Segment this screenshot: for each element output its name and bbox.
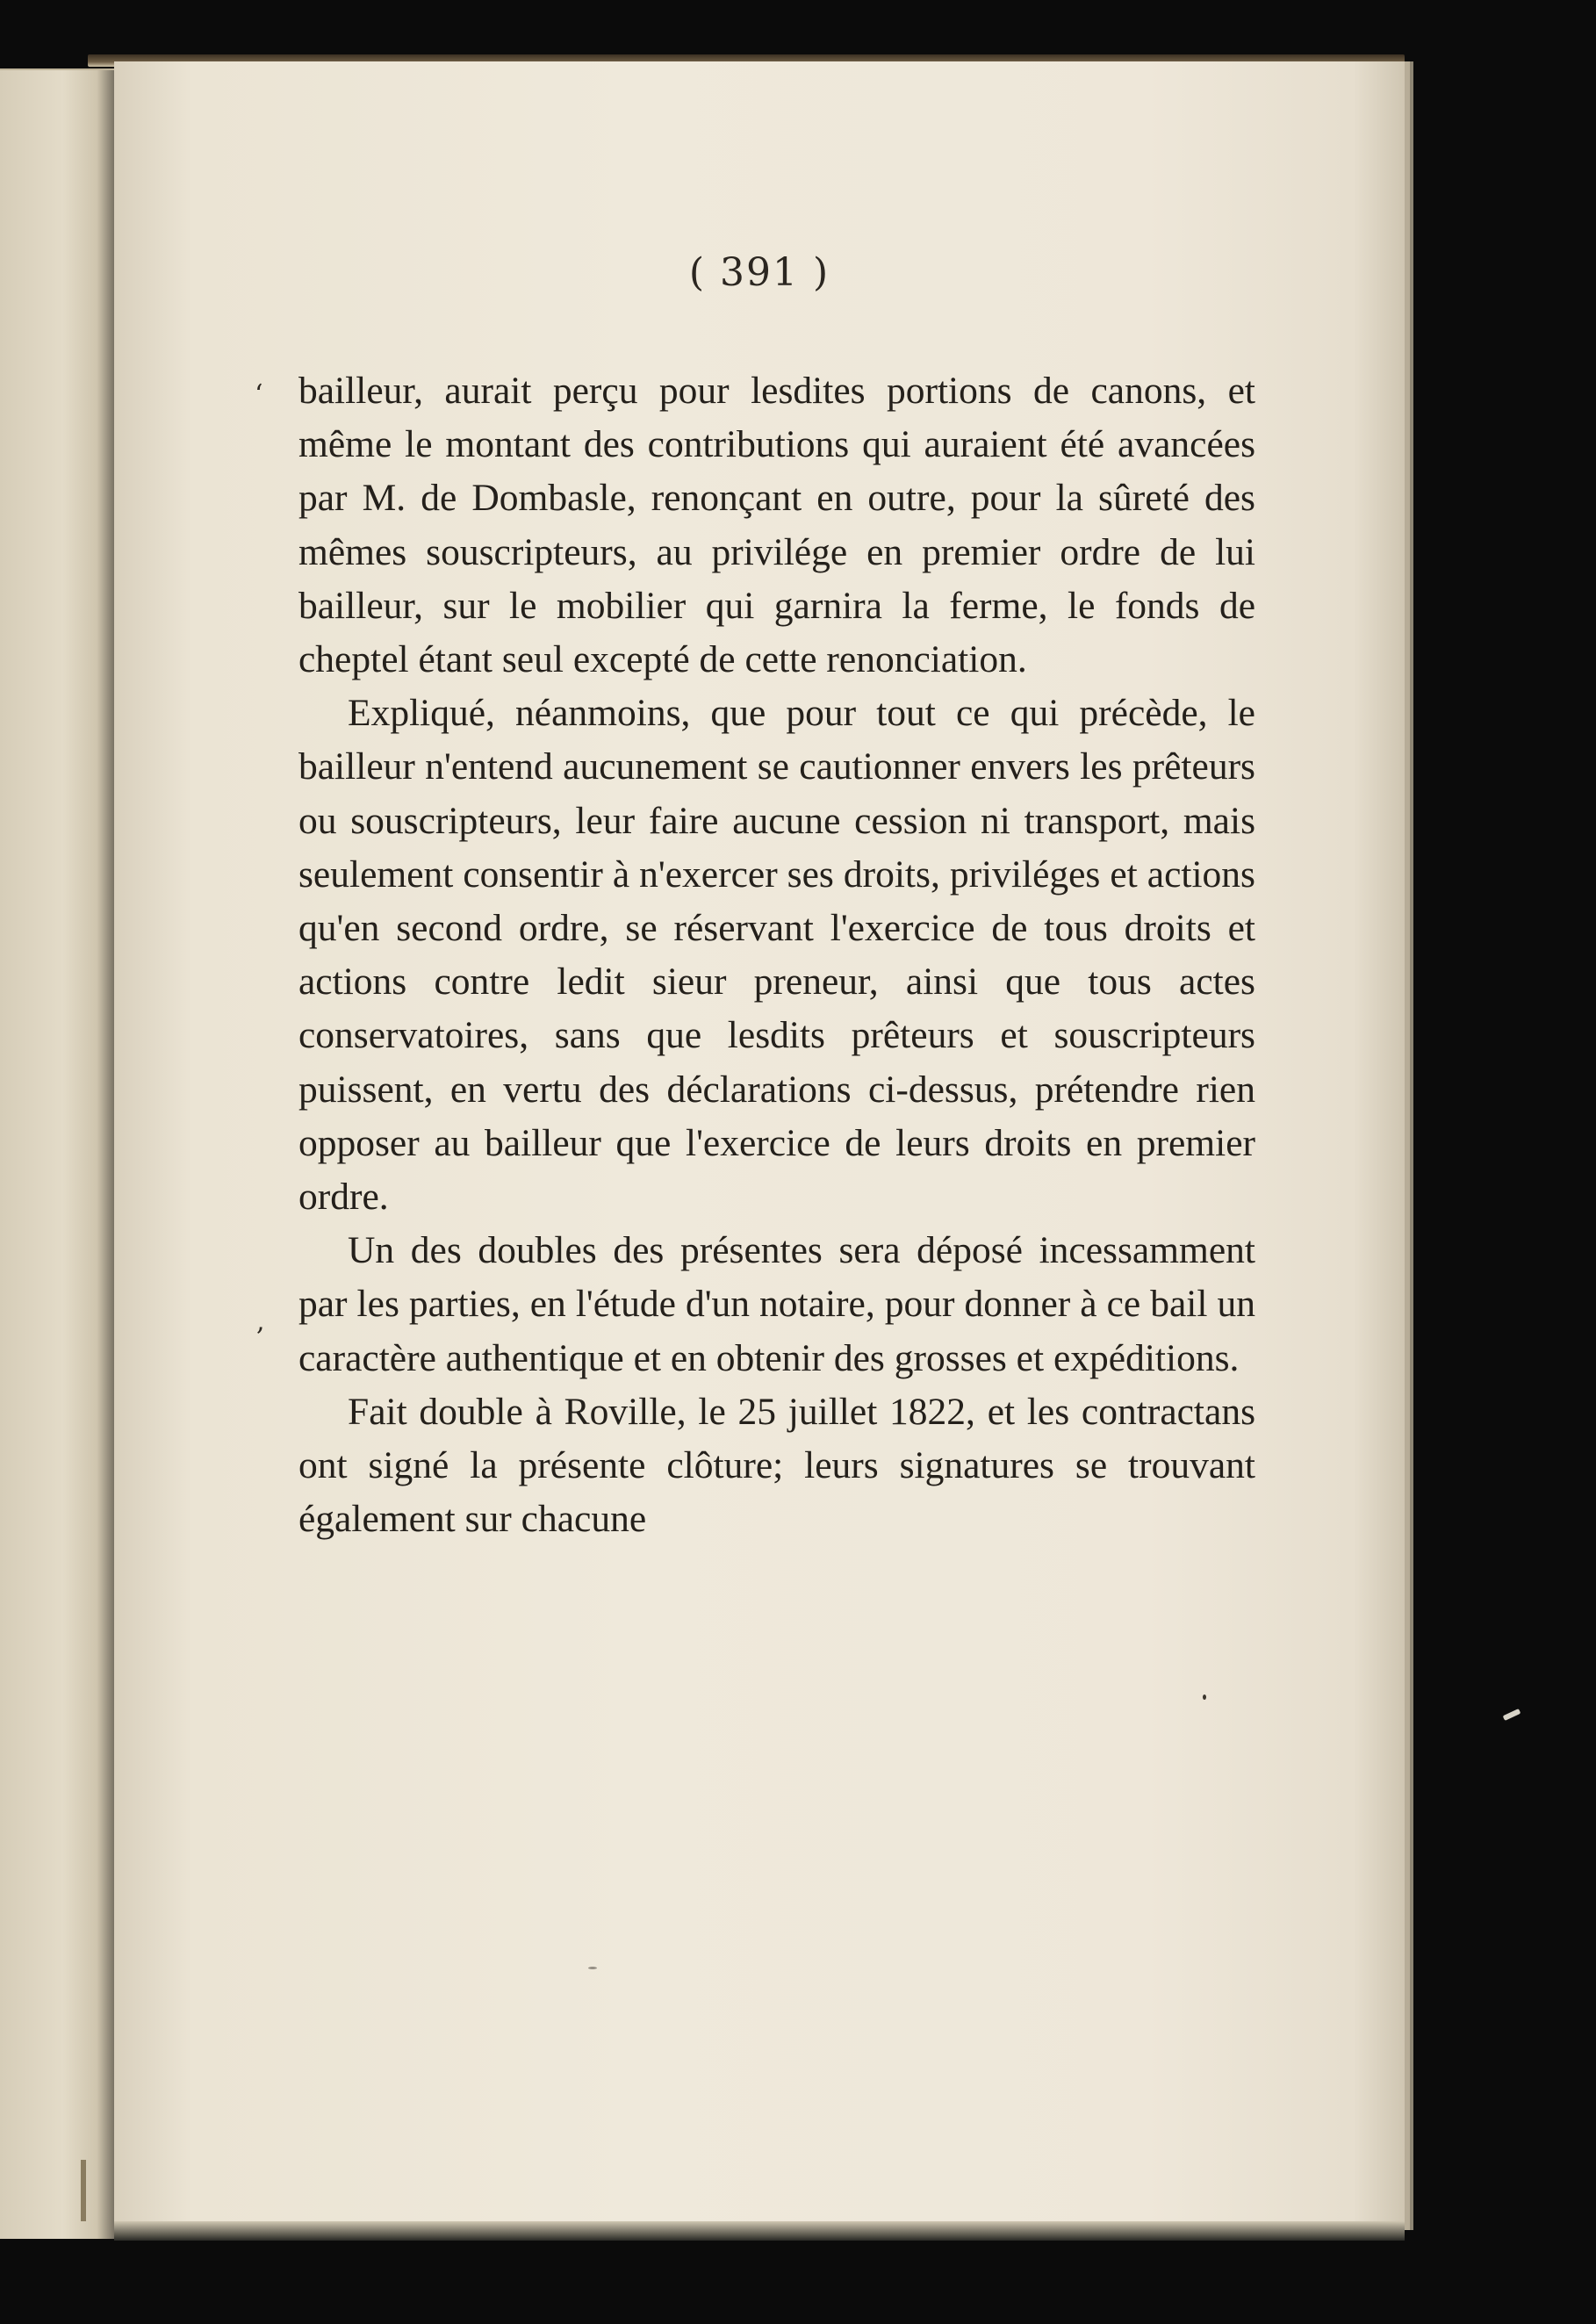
paper-speck [588, 1967, 597, 1969]
left-page-edge [0, 68, 114, 2239]
paragraph-3: Un des doubles des présentes sera déposé incessamment par les parties, en l'étude d'un notaire, pour donner à ce bail un caractère authentique et en obtenir des grosses et expéditions. [298, 1229, 1255, 1379]
paragraph-4: Fait double à Roville, le 25 juillet 1822, et les contractans ont signé la présente clôture; leurs signatures se trouvant également sur chacune [298, 1390, 1255, 1541]
paragraph-1: bailleur, aurait perçu pour lesdites portions de canons, et même le montant des contributions qui auraient été avancées par M. de Dombasle, renonçant en outre, pour la sûreté des mêmes souscripteurs, au privilége en premier ordre de lui bailleur, sur le mobilier qui garnira la ferme, le fonds de cheptel étant seul excepté de cette renonciation. [298, 370, 1255, 681]
margin-mark: ‘ [255, 379, 263, 410]
body-text [298, 364, 1255, 1546]
book-page [114, 61, 1405, 2230]
background-speck [1503, 1709, 1521, 1721]
paragraph-2: Expliqué, néanmoins, que pour tout ce qui précède, le bailleur n'entend aucunement se cautionner envers les prêteurs ou souscripteurs, leur faire aucune cession ni transport, mais seulement consentir à n'exercer ses droits, priviléges et actions qu'en second ordre, se réservant l'exercice de tous droits et actions contre ledit sieur preneur, ainsi que tous actes conservatoires, sans que lesdits prêteurs et souscripteurs puissent, en vertu des déclarations ci-dessus, prétendre rien opposer au bailleur que l'exercice de leurs droits en premier ordre. [298, 692, 1255, 1219]
page-number: ( 391 ) [688, 250, 830, 295]
page-bottom-edge [114, 2221, 1405, 2241]
binding-mark [81, 2160, 86, 2221]
paper-speck [1203, 1694, 1206, 1700]
margin-mark: , [256, 1306, 265, 1337]
